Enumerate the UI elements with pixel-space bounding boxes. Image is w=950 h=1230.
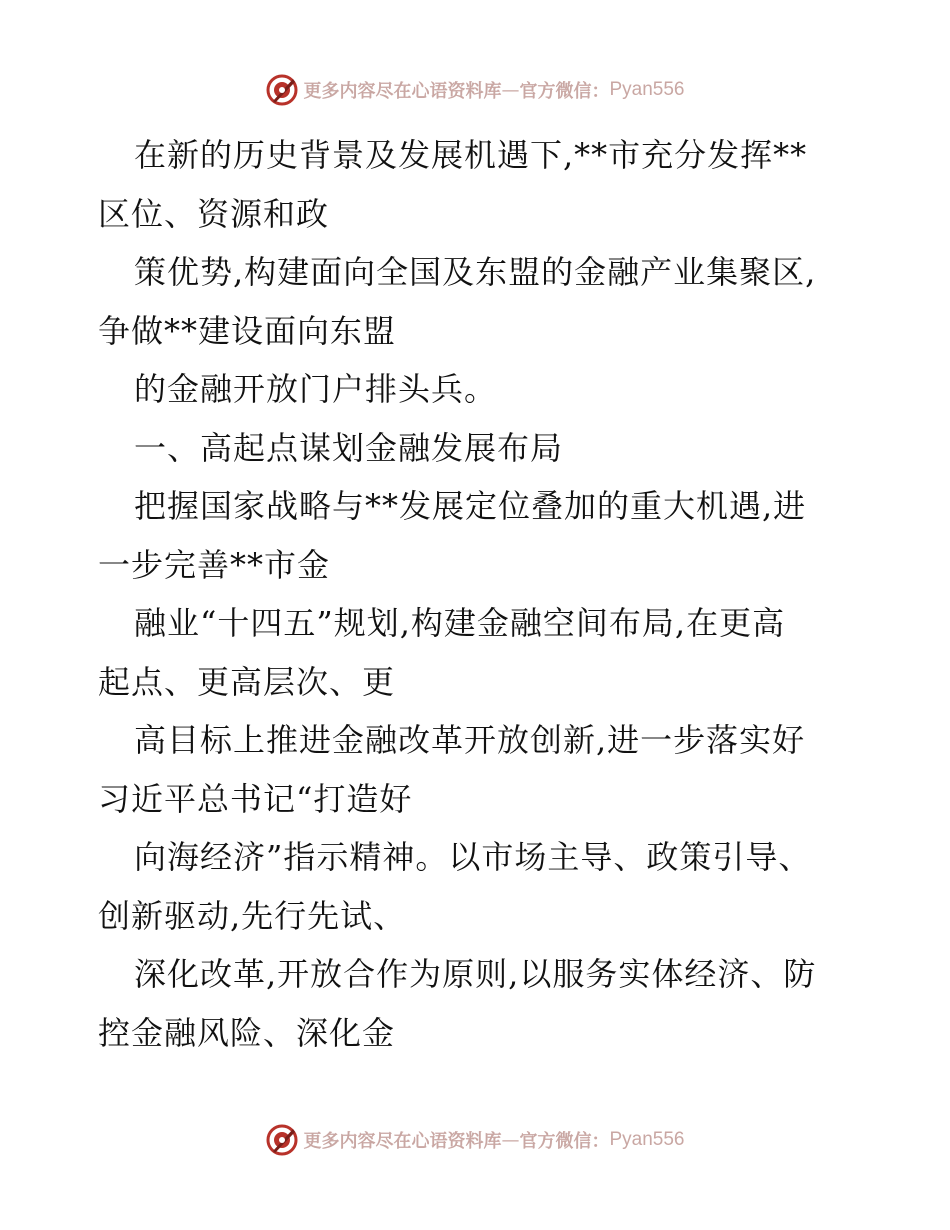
watermark-wechat-label: 官方微信： <box>519 1131 610 1152</box>
body-line: 创新驱动,先行先试、 <box>98 896 407 935</box>
pen-seal-icon <box>265 1123 299 1157</box>
watermark-wechat-label: 官方微信： <box>519 81 610 102</box>
header-watermark <box>0 70 950 110</box>
body-line: 把握国家战略与**发展定位叠加的重大机遇,进 <box>134 487 807 525</box>
document-body <box>98 126 868 1062</box>
body-line: 一步完善**市金 <box>98 545 331 584</box>
body-line: 高目标上推进金融改革开放创新,进一步落实好 <box>134 721 806 759</box>
watermark-wechat-id: Pyan556 <box>609 79 685 100</box>
body-line: 策优势,构建面向全国及东盟的金融产业集聚区, <box>134 253 817 291</box>
pen-seal-icon <box>265 73 299 107</box>
body-line: 融业“十四五”规划,构建金融空间布局,在更高 <box>134 604 786 642</box>
watermark-separator: — <box>501 79 520 101</box>
section-heading: 一、高起点谋划金融发展布局 <box>134 428 564 467</box>
body-line: 起点、更高层次、更 <box>98 662 396 701</box>
body-line: 向海经济”指示精神。以市场主导、政策引导、 <box>134 838 812 876</box>
watermark-separator: — <box>501 1129 520 1151</box>
body-line: 在新的历史背景及发展机遇下,**市充分发挥** <box>134 136 808 174</box>
watermark-text: 更多内容尽在心语资料库 <box>303 81 502 102</box>
body-line: 深化改革,开放合作为原则,以服务实体经济、防 <box>134 955 817 993</box>
body-line: 控金融风险、深化金 <box>98 1013 396 1052</box>
footer-watermark <box>0 1120 950 1160</box>
body-line: 区位、资源和政 <box>98 194 330 233</box>
watermark-text: 更多内容尽在心语资料库 <box>303 1131 502 1152</box>
body-line: 的金融开放门户排头兵。 <box>134 370 498 408</box>
body-line: 习近平总书记“打造好 <box>98 779 413 818</box>
body-line: 争做**建设面向东盟 <box>98 311 397 350</box>
watermark-wechat-id: Pyan556 <box>609 1129 685 1150</box>
